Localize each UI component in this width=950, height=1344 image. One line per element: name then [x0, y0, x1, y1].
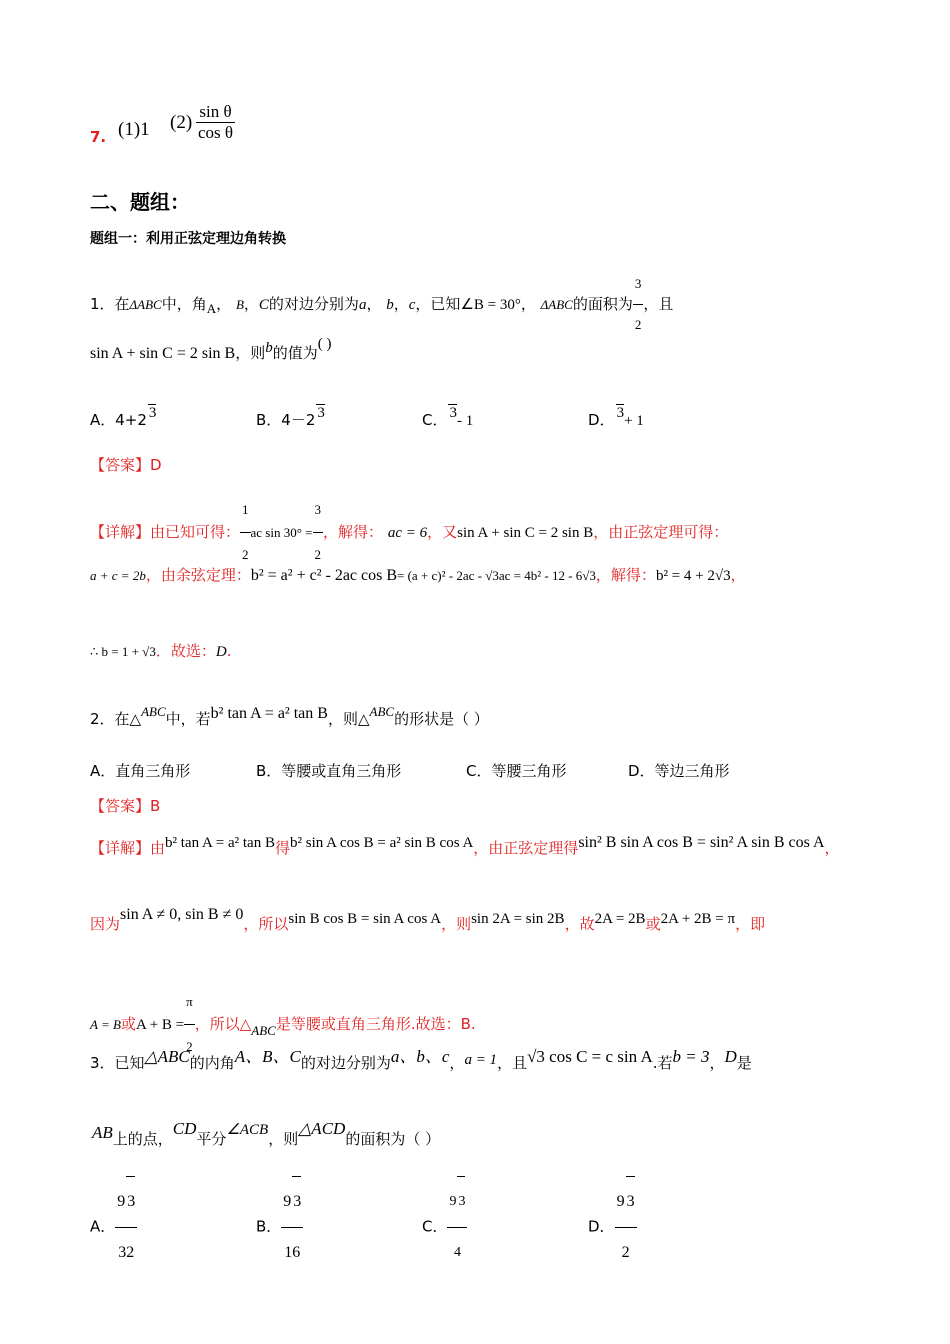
p2-detail-2: 因为sin A ≠ 0, sin B ≠ 0，所以sin B cos B = sin A cos A，则sin 2A = sin 2B，故2A = 2B或2A + 2B = π，即 — [90, 906, 766, 933]
p2-option-b: B．等腰或直角三角形 — [256, 762, 402, 780]
p1-option-b: B．4－2 3 — [256, 405, 325, 429]
p3-option-c: C． $\frac{9 3}{4}$ — [422, 1176, 467, 1278]
section-title: 二、题组： — [90, 190, 190, 214]
q7-frac-den: cos θ — [198, 123, 234, 142]
p1-option-d: D． 3+ 1 — [588, 405, 644, 429]
p2-line1: 2．在△ABC中，若b² tan A = a² tan B，则△ABC的形状是（ ） — [90, 704, 489, 728]
p2-detail-1: 【详解】由b² tan A = a² tan B得b² sin A cos B = a² sin B cos A，由正弦定理得sin² B sin A cos B = sin² A sin B cos A， — [90, 834, 840, 857]
group-title: 题组一：利用正弦定理边角转换 — [90, 231, 286, 247]
q7-number: 7. — [90, 128, 107, 146]
p3-option-a: A． $\frac{9 3}{32}$ — [90, 1176, 137, 1278]
p1-option-a: A．4+2 3 — [90, 405, 157, 429]
p1-line2: sin A + sin C = 2 sin B，则b的值为( ) — [90, 336, 332, 362]
q7-part2: (2) — [170, 112, 193, 133]
p1-detail-2: a + c = 2b，由余弦定理：b² = a² + c² - 2ac cos B= (a + c)² - 2ac - √3ac = 4b² - 12 - 6√3，解得：b² = 4 + 2√3， — [90, 566, 746, 584]
p1-option-c: C． 3- 1 — [422, 405, 474, 429]
p2-detail-3: A = B或A + B = $\frac{\pi}{2}$ ，所以△ABC是等腰或直角三角形.故选：B. — [90, 980, 476, 1069]
p3-option-b: B． $\frac{9 3}{16}$ — [256, 1176, 303, 1278]
p1-detail-3: ∴ b = 1 + √3．故选：D. — [90, 642, 232, 660]
q7-part1: (1)1 — [118, 119, 150, 140]
p3-option-d: D． $\frac{9 3}{2}$ — [588, 1176, 637, 1278]
p3-line2: AB上的点，CD平分∠ACB，则△ACD的面积为（ ） — [92, 1119, 441, 1148]
q7-fraction — [196, 102, 235, 143]
q7-frac-num: sin θ — [196, 102, 235, 123]
p1-detail-1: 【详解】由已知可得： $\frac{1}{2}$ ac sin 30° = $\frac{3}{2}$ ，解得： ac = 6，又sin A + sin C = 2 sin B，由正弦定理可得： — [90, 488, 728, 577]
p2-answer: 【答案】B — [90, 797, 161, 815]
p2-option-d: D．等边三角形 — [628, 762, 730, 780]
p3-line1: 3．已知△ABC的内角A、B、C的对边分别为a、b、c，a = 1，且√3 cos C = c sin A.若b = 3，D是 — [90, 1047, 752, 1072]
p1-answer: 【答案】D — [90, 456, 162, 474]
p2-option-c: C．等腰三角形 — [466, 762, 567, 780]
p1-line1: 1．在ΔABC中，角A， B，C的对边分别为a， b，c，已知∠B = 30°， ΔABC的面积为 $\frac{3}{2}$ ，且 — [90, 264, 673, 345]
p2-option-a: A．直角三角形 — [90, 762, 191, 780]
